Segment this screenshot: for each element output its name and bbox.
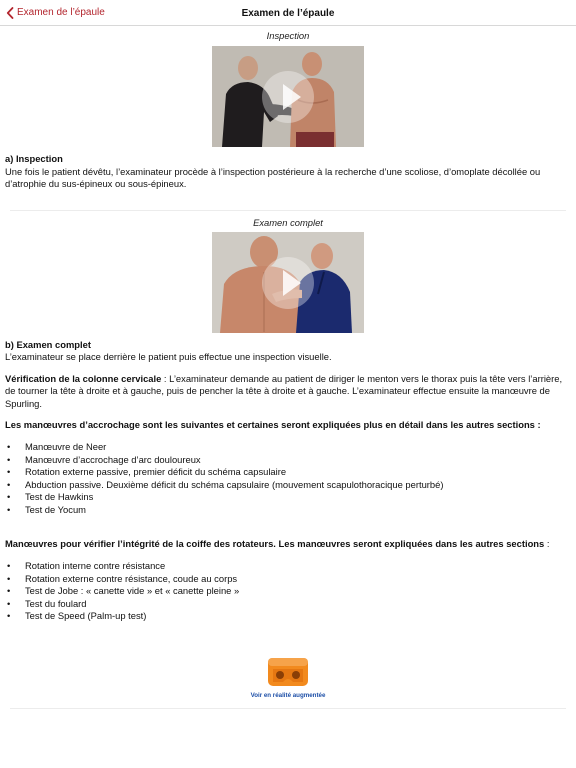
video-caption-examen-complet: Examen complet [253,216,323,228]
page-title: Examen de l’épaule [241,8,335,19]
coiffe-heading-text: Manœuvres pour vérifier l’intégrité de la coiffe des rotateurs. Les manœuvres seront expliquées dans les autres sections [5,537,545,549]
video-inspection[interactable] [212,46,364,147]
section-title-examen-complet: b) Examen complet [5,339,91,351]
list-item: • Test de Yocum [5,504,576,516]
coiffe-heading [0,538,576,550]
back-button-label: Examen de l’épaule [17,7,105,18]
coiffe-list [0,560,576,622]
cervical-text: : L’examinateur demande au patient de diriger le menton vers le thorax puis la tête vers l’arrière, de tourner la tête à droite et à gauche, puis de pencher la tête à droite et à gauche. L’examinateur effectue ensuite la manœuvre de Spurling. [5,372,563,409]
accrochage-heading: Les manœuvres d’accrochage sont les suivantes et certaines seront expliquées plus en détail dans les autres sections : [5,419,541,431]
bottom-divider [10,708,566,709]
section-divider [10,210,566,211]
section-title-inspection: a) Inspection [5,153,63,165]
video-caption-inspection: Inspection [266,30,310,41]
scroll-content[interactable] [0,27,576,709]
list-item: • Rotation externe contre résistance, coude au corps [5,573,576,585]
navigation-bar [0,0,576,26]
list-item: • Test de Hawkins [5,491,576,503]
ar-button-label: Voir en réalité augmentée [250,692,326,700]
accrochage-list [0,441,576,515]
list-item: • Rotation interne contre résistance [5,560,576,572]
list-item: • Manœuvre d’accrochage d’arc douloureux [5,454,576,466]
vr-headset-icon [267,657,309,687]
coiffe-heading-suffix: : [544,537,550,549]
cervical-label: Vérification de la colonne cervicale [5,372,162,384]
cervical-paragraph [0,373,576,410]
list-item: • Rotation externe passive, premier déficit du schéma capsulaire [5,466,576,478]
ar-button[interactable] [0,657,576,700]
section-body-examen-complet: L’examinateur se place derrière le patient puis effectue une inspection visuelle. [5,351,332,363]
section-body-inspection: Une fois le patient dévêtu, l’examinateur procède à l’inspection postérieure à la recherche d’une scoliose, d’omoplate décollée ou d’atrophie du sus-épineux ou sous-épineux. [5,165,541,190]
list-item: • Test du foulard [5,598,576,610]
list-item: • Manœuvre de Neer [5,441,576,453]
play-icon[interactable] [262,257,314,309]
play-icon[interactable] [262,71,314,123]
list-item: • Test de Jobe : « canette vide » et « canette pleine » [5,585,576,597]
video-examen-complet[interactable] [212,232,364,333]
list-item: • Test de Speed (Palm-up test) [5,610,576,622]
list-item: • Abduction passive. Deuxième déficit du schéma capsulaire (mouvement scapulothoracique perturbé) [5,479,576,491]
